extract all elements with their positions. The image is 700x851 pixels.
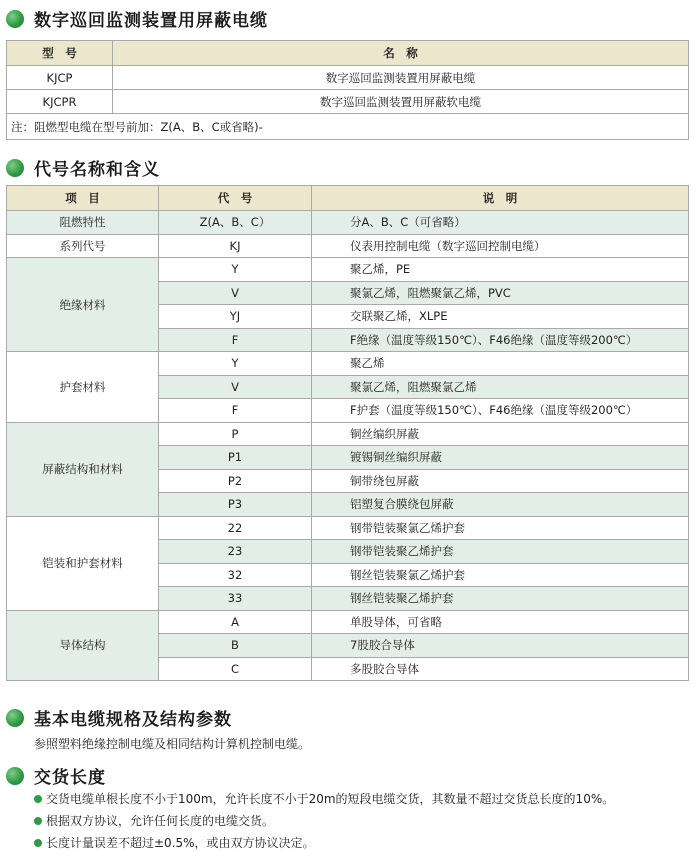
table-row <box>7 422 689 446</box>
group-name-cell: 铠装和护套材料 <box>7 516 159 610</box>
spec-text: 参照塑料绝缘控制电缆及相同结构计算机控制电缆。 <box>34 737 311 751</box>
section-heading-1 <box>6 6 268 31</box>
description-cell: 钢带铠装聚乙烯护套 <box>312 540 689 564</box>
bullet-text: 交货电缆单根长度不小于100m，允许长度不小于20m的短段电缆交货，其数量不超过交货总长度的10%。 <box>46 792 615 806</box>
section-title: 基本电缆规格及结构参数 <box>34 710 232 730</box>
section-title: 数字巡回监测装置用屏蔽电缆 <box>34 11 268 31</box>
description-cell: 多股胶合导体 <box>312 657 689 681</box>
code-cell: YJ <box>159 305 312 329</box>
header-desc: 说 明 <box>312 186 689 211</box>
bullet-text: 长度计量误差不超过±0.5%，或由双方协议决定。 <box>46 836 315 850</box>
code-cell: F <box>159 328 312 352</box>
description-cell: F绝缘（温度等级150℃）、F46绝缘（温度等级200℃） <box>312 328 689 352</box>
bullet-dot-icon <box>34 795 42 803</box>
header-name: 名 称 <box>113 41 689 66</box>
green-bullet-icon <box>6 159 24 177</box>
green-bullet-icon <box>6 709 24 727</box>
header-code: 代 号 <box>159 186 312 211</box>
section-heading-4 <box>6 763 106 788</box>
name-cell: 数字巡回监测装置用屏蔽软电缆 <box>113 90 689 114</box>
code-cell: P1 <box>159 446 312 470</box>
description-cell: 仪表用控制电缆（数字巡回控制电缆） <box>312 234 689 258</box>
description-cell: 单股导体，可省略 <box>312 610 689 634</box>
section-heading-2 <box>6 155 160 180</box>
group-name-cell: 系列代号 <box>7 234 159 258</box>
description-cell: F护套（温度等级150℃）、F46绝缘（温度等级200℃） <box>312 399 689 423</box>
code-cell: 22 <box>159 516 312 540</box>
description-cell: 7股胶合导体 <box>312 634 689 658</box>
delivery-bullet <box>34 834 315 851</box>
code-cell: C <box>159 657 312 681</box>
description-cell: 钢丝铠装聚氯乙烯护套 <box>312 563 689 587</box>
green-bullet-icon <box>6 767 24 785</box>
table-note: 注：阻燃型电缆在型号前加：Z(A、B、C或省略)- <box>7 114 689 140</box>
code-cell: V <box>159 281 312 305</box>
table-row <box>7 610 689 634</box>
description-cell: 钢带铠装聚氯乙烯护套 <box>312 516 689 540</box>
green-bullet-icon <box>6 10 24 28</box>
bullet-text: 根据双方协议，允许任何长度的电缆交货。 <box>46 814 275 828</box>
description-cell: 铜带绕包屏蔽 <box>312 469 689 493</box>
code-cell: 23 <box>159 540 312 564</box>
code-cell: P3 <box>159 493 312 517</box>
section-title: 代号名称和含义 <box>34 160 160 180</box>
code-cell: V <box>159 375 312 399</box>
code-meaning-table <box>6 185 689 681</box>
code-cell: KJ <box>159 234 312 258</box>
code-cell: P <box>159 422 312 446</box>
group-name-cell: 导体结构 <box>7 610 159 681</box>
code-cell: F <box>159 399 312 423</box>
table-row <box>7 258 689 282</box>
description-cell: 分A、B、C（可省略） <box>312 211 689 235</box>
code-cell: B <box>159 634 312 658</box>
code-cell: Y <box>159 352 312 376</box>
model-cell: KJCPR <box>7 90 113 114</box>
table-row <box>7 516 689 540</box>
group-name-cell: 绝缘材料 <box>7 258 159 352</box>
description-cell: 聚氯乙烯，阻燃聚氯乙烯，PVC <box>312 281 689 305</box>
table-row <box>7 211 689 235</box>
model-table <box>6 40 689 140</box>
delivery-bullet <box>34 812 274 829</box>
code-cell: 33 <box>159 587 312 611</box>
code-cell: Z(A、B、C） <box>159 211 312 235</box>
group-name-cell: 护套材料 <box>7 352 159 423</box>
group-name-cell: 屏蔽结构和材料 <box>7 422 159 516</box>
code-cell: 32 <box>159 563 312 587</box>
header-model: 型 号 <box>7 41 113 66</box>
model-cell: KJCP <box>7 66 113 90</box>
table-row <box>7 352 689 376</box>
bullet-dot-icon <box>34 817 42 825</box>
code-cell: A <box>159 610 312 634</box>
code-cell: Y <box>159 258 312 282</box>
description-cell: 聚乙烯 <box>312 352 689 376</box>
delivery-bullet <box>34 790 614 807</box>
description-cell: 镀锡铜丝编织屏蔽 <box>312 446 689 470</box>
bullet-dot-icon <box>34 839 42 847</box>
description-cell: 铜丝编织屏蔽 <box>312 422 689 446</box>
section-title: 交货长度 <box>34 768 106 788</box>
section-heading-3 <box>6 705 232 730</box>
description-cell: 铝塑复合膜绕包屏蔽 <box>312 493 689 517</box>
description-cell: 钢丝铠装聚乙烯护套 <box>312 587 689 611</box>
description-cell: 交联聚乙烯，XLPE <box>312 305 689 329</box>
name-cell: 数字巡回监测装置用屏蔽电缆 <box>113 66 689 90</box>
header-item: 项 目 <box>7 186 159 211</box>
table-row <box>7 234 689 258</box>
code-cell: P2 <box>159 469 312 493</box>
description-cell: 聚氯乙烯，阻燃聚氯乙烯 <box>312 375 689 399</box>
group-name-cell: 阻燃特性 <box>7 211 159 235</box>
description-cell: 聚乙烯，PE <box>312 258 689 282</box>
